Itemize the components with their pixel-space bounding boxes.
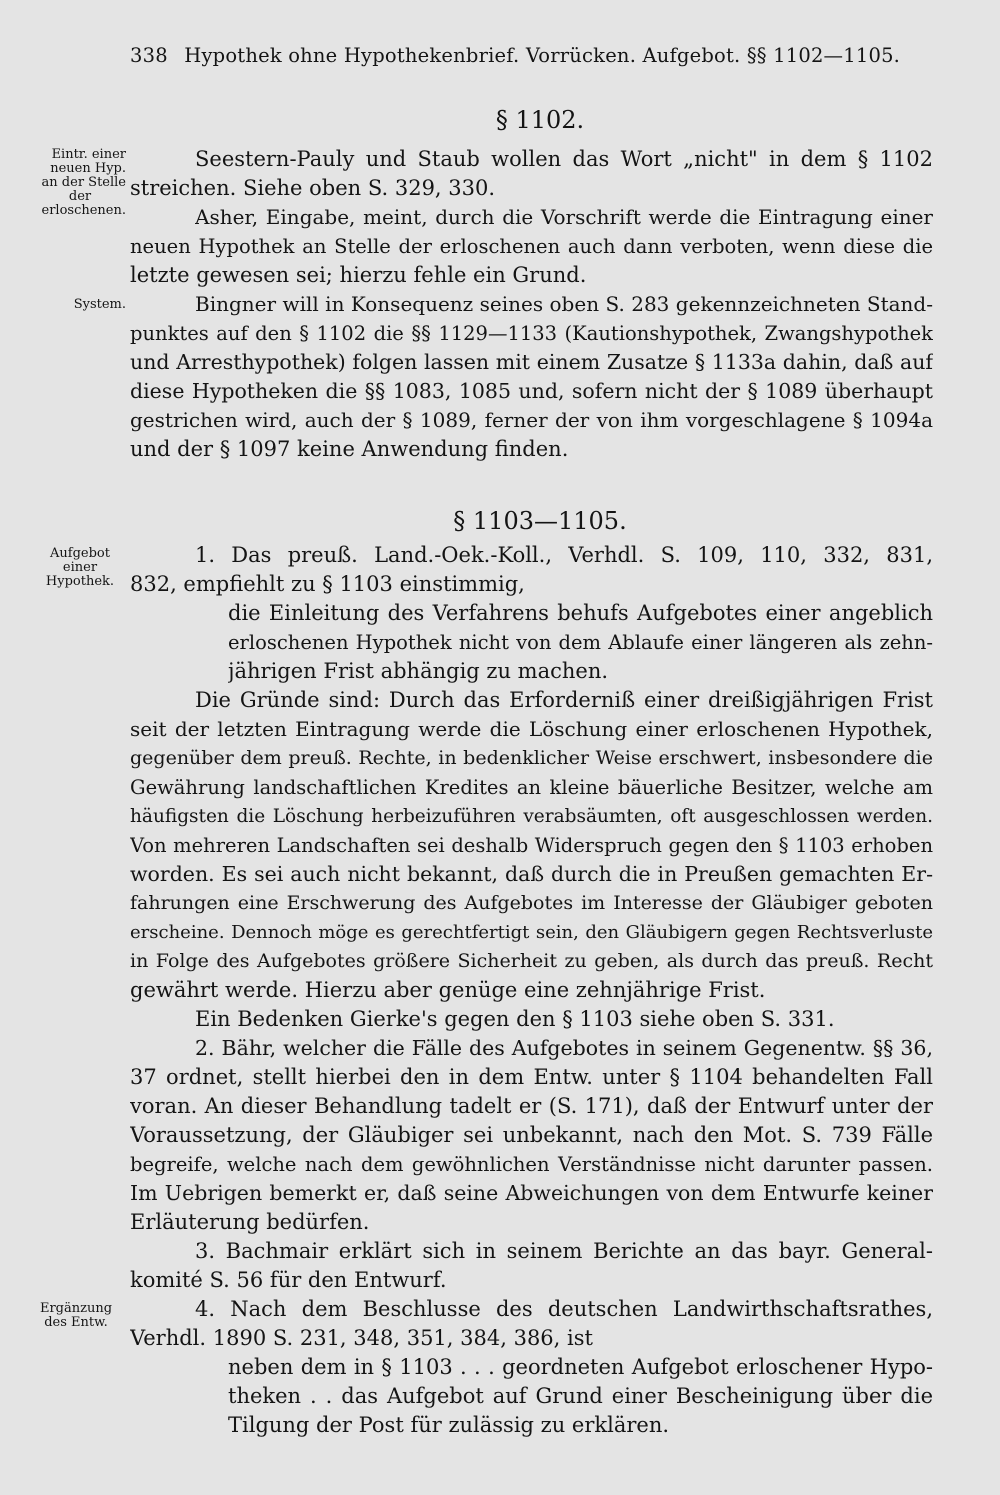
section-heading-1102: § 1102. (495, 106, 585, 134)
margin-note-line: der (68, 189, 92, 204)
text-line: 4. Nach dem Beschlusse des deutschen Landwirthschaftsrathes, (195, 1297, 933, 1321)
text-line: und der § 1097 keine Anwendung finden. (130, 437, 569, 461)
text-line: voran. An dieser Behandlung tadelt er (S. 171), daß der Entwurf unter der (130, 1094, 933, 1118)
margin-note-line: des Entw. (44, 1315, 108, 1330)
margin-note-system (14, 298, 126, 312)
text-line: erloschenen Hypothek nicht von dem Ablaufe einer längeren als zehn- (228, 631, 933, 654)
text-line: punktes auf den § 1102 die §§ 1129—1133 (Kautionshypothek, Zwangshypothek (130, 322, 933, 345)
text-line: die Einleitung des Verfahrens behufs Aufgebotes einer angeblich (228, 601, 933, 625)
margin-note-line: an der Stelle (41, 175, 126, 190)
margin-note-ergaenzung (14, 1302, 132, 1330)
text-line: Ein Bedenken Gierke's gegen den § 1103 siehe oben S. 331. (195, 1007, 835, 1031)
text-line: Von mehreren Landschaften sei deshalb Widerspruch gegen den § 1103 erhoben (130, 834, 933, 857)
text-line: erscheine. Dennoch möge es gerechtfertigt sein, den Gläubigern gegen Rechtsverluste (130, 922, 933, 943)
text-line: theken . . das Aufgebot auf Grund einer Bescheinigung über die (228, 1384, 933, 1408)
text-line: Gewährung landschaftlichen Kredites an kleine bäuerliche Besitzer, welche am (130, 776, 933, 799)
text-line: Im Uebrigen bemerkt er, daß seine Abweichungen von dem Entwurfe keiner (130, 1181, 933, 1205)
text-line: 2. Bähr, welcher die Fälle des Aufgebotes in seinem Gegenentw. §§ 36, (195, 1036, 933, 1060)
text-line: gestrichen wird, auch der § 1089, ferner der von ihm vorgeschlagene § 1094a (130, 408, 933, 432)
text-line: häufigsten die Löschung herbeizuführen verabsäumten, oft ausgeschlossen werden. (130, 806, 933, 827)
page-number: 338 (130, 44, 168, 67)
header-title: Hypothek ohne Hypothekenbrief. Vorrücken. Aufgebot. §§ 1102—1105. (184, 44, 901, 67)
margin-note-line: Hypothek. (45, 574, 115, 589)
margin-note-line: Eintr. einer (51, 147, 126, 162)
text-line: streichen. Siehe oben S. 329, 330. (130, 176, 496, 200)
margin-note-line: System. (73, 297, 126, 312)
running-header (130, 44, 930, 67)
margin-note-line: Ergänzung (39, 1301, 113, 1316)
section-heading-1103-1105: § 1103—1105. (453, 507, 627, 535)
text-line: 1. Das preuß. Land.-Oek.-Koll., Verhdl. S. 109, 110, 332, 831, (195, 543, 933, 567)
text-line: 3. Bachmair erklärt sich in seinem Berichte an das bayr. General- (195, 1239, 933, 1263)
text-line: Erläuterung bedürfen. (130, 1210, 370, 1234)
text-line: Asher, Eingabe, meint, durch die Vorschrift werde die Eintragung einer (195, 205, 933, 229)
margin-note-line: Aufgebot (50, 546, 110, 561)
text-line: Tilgung der Post für zulässig zu erklären. (228, 1413, 670, 1437)
text-line: Voraussetzung, der Gläubiger sei unbekannt, nach den Mot. S. 739 Fälle (130, 1123, 933, 1147)
margin-note-line: erloschenen. (41, 203, 126, 218)
text-line: 37 ordnet, stellt hierbei den in dem Entw. unter § 1104 behandelten Fall (130, 1065, 933, 1089)
text-line: begreife, welche nach dem gewöhnlichen Verständnisse nicht darunter passen. (130, 1153, 933, 1176)
margin-note-aufgebot (14, 547, 136, 589)
margin-note-eintragung (14, 148, 126, 218)
text-line: gewährt werde. Hierzu aber genüge eine zehnjährige Frist. (130, 978, 766, 1002)
text-line: neben dem in § 1103 . . . geordneten Aufgebot erloschener Hypo- (228, 1355, 933, 1379)
margin-note-line: neuen Hyp. (50, 161, 126, 176)
text-line: Seestern-Pauly und Staub wollen das Wort „nicht" in dem § 1102 (195, 147, 933, 171)
text-line: 832, empfiehlt zu § 1103 einstimmig, (130, 572, 525, 596)
text-line: neuen Hypothek an Stelle der erloschenen auch dann verboten, wenn diese die (130, 235, 933, 258)
text-line: jährigen Frist abhängig zu machen. (228, 659, 609, 683)
text-line: Bingner will in Konsequenz seines oben S. 283 gekennzeichneten Stand- (195, 292, 933, 316)
text-line: diese Hypotheken die §§ 1083, 1085 und, sofern nicht der § 1089 überhaupt (130, 379, 933, 403)
text-line: in Folge des Aufgebotes größere Sicherheit zu geben, als durch das preuß. Recht (130, 950, 933, 972)
text-line: letzte gewesen sei; hierzu fehle ein Grund. (130, 263, 587, 287)
margin-note-line: einer (62, 560, 98, 575)
text-line: seit der letzten Eintragung werde die Löschung einer erloschenen Hypothek, (130, 717, 933, 741)
text-line: fahrungen eine Erschwerung des Aufgebotes im Interesse der Gläubiger geboten (130, 892, 933, 914)
text-line: und Arresthypothek) folgen lassen mit einem Zusatze § 1133a dahin, daß auf (130, 350, 933, 374)
text-line: Verhdl. 1890 S. 231, 348, 351, 384, 386, ist (130, 1326, 593, 1350)
text-line: Die Gründe sind: Durch das Erforderniß einer dreißigjährigen Frist (195, 688, 933, 712)
text-line: gegenüber dem preuß. Rechte, in bedenklicher Weise erschwert, insbesondere die (130, 747, 933, 769)
text-line: komité S. 56 für den Entwurf. (130, 1268, 447, 1292)
text-line: worden. Es sei auch nicht bekannt, daß durch die in Preußen gemachten Er- (130, 862, 933, 886)
